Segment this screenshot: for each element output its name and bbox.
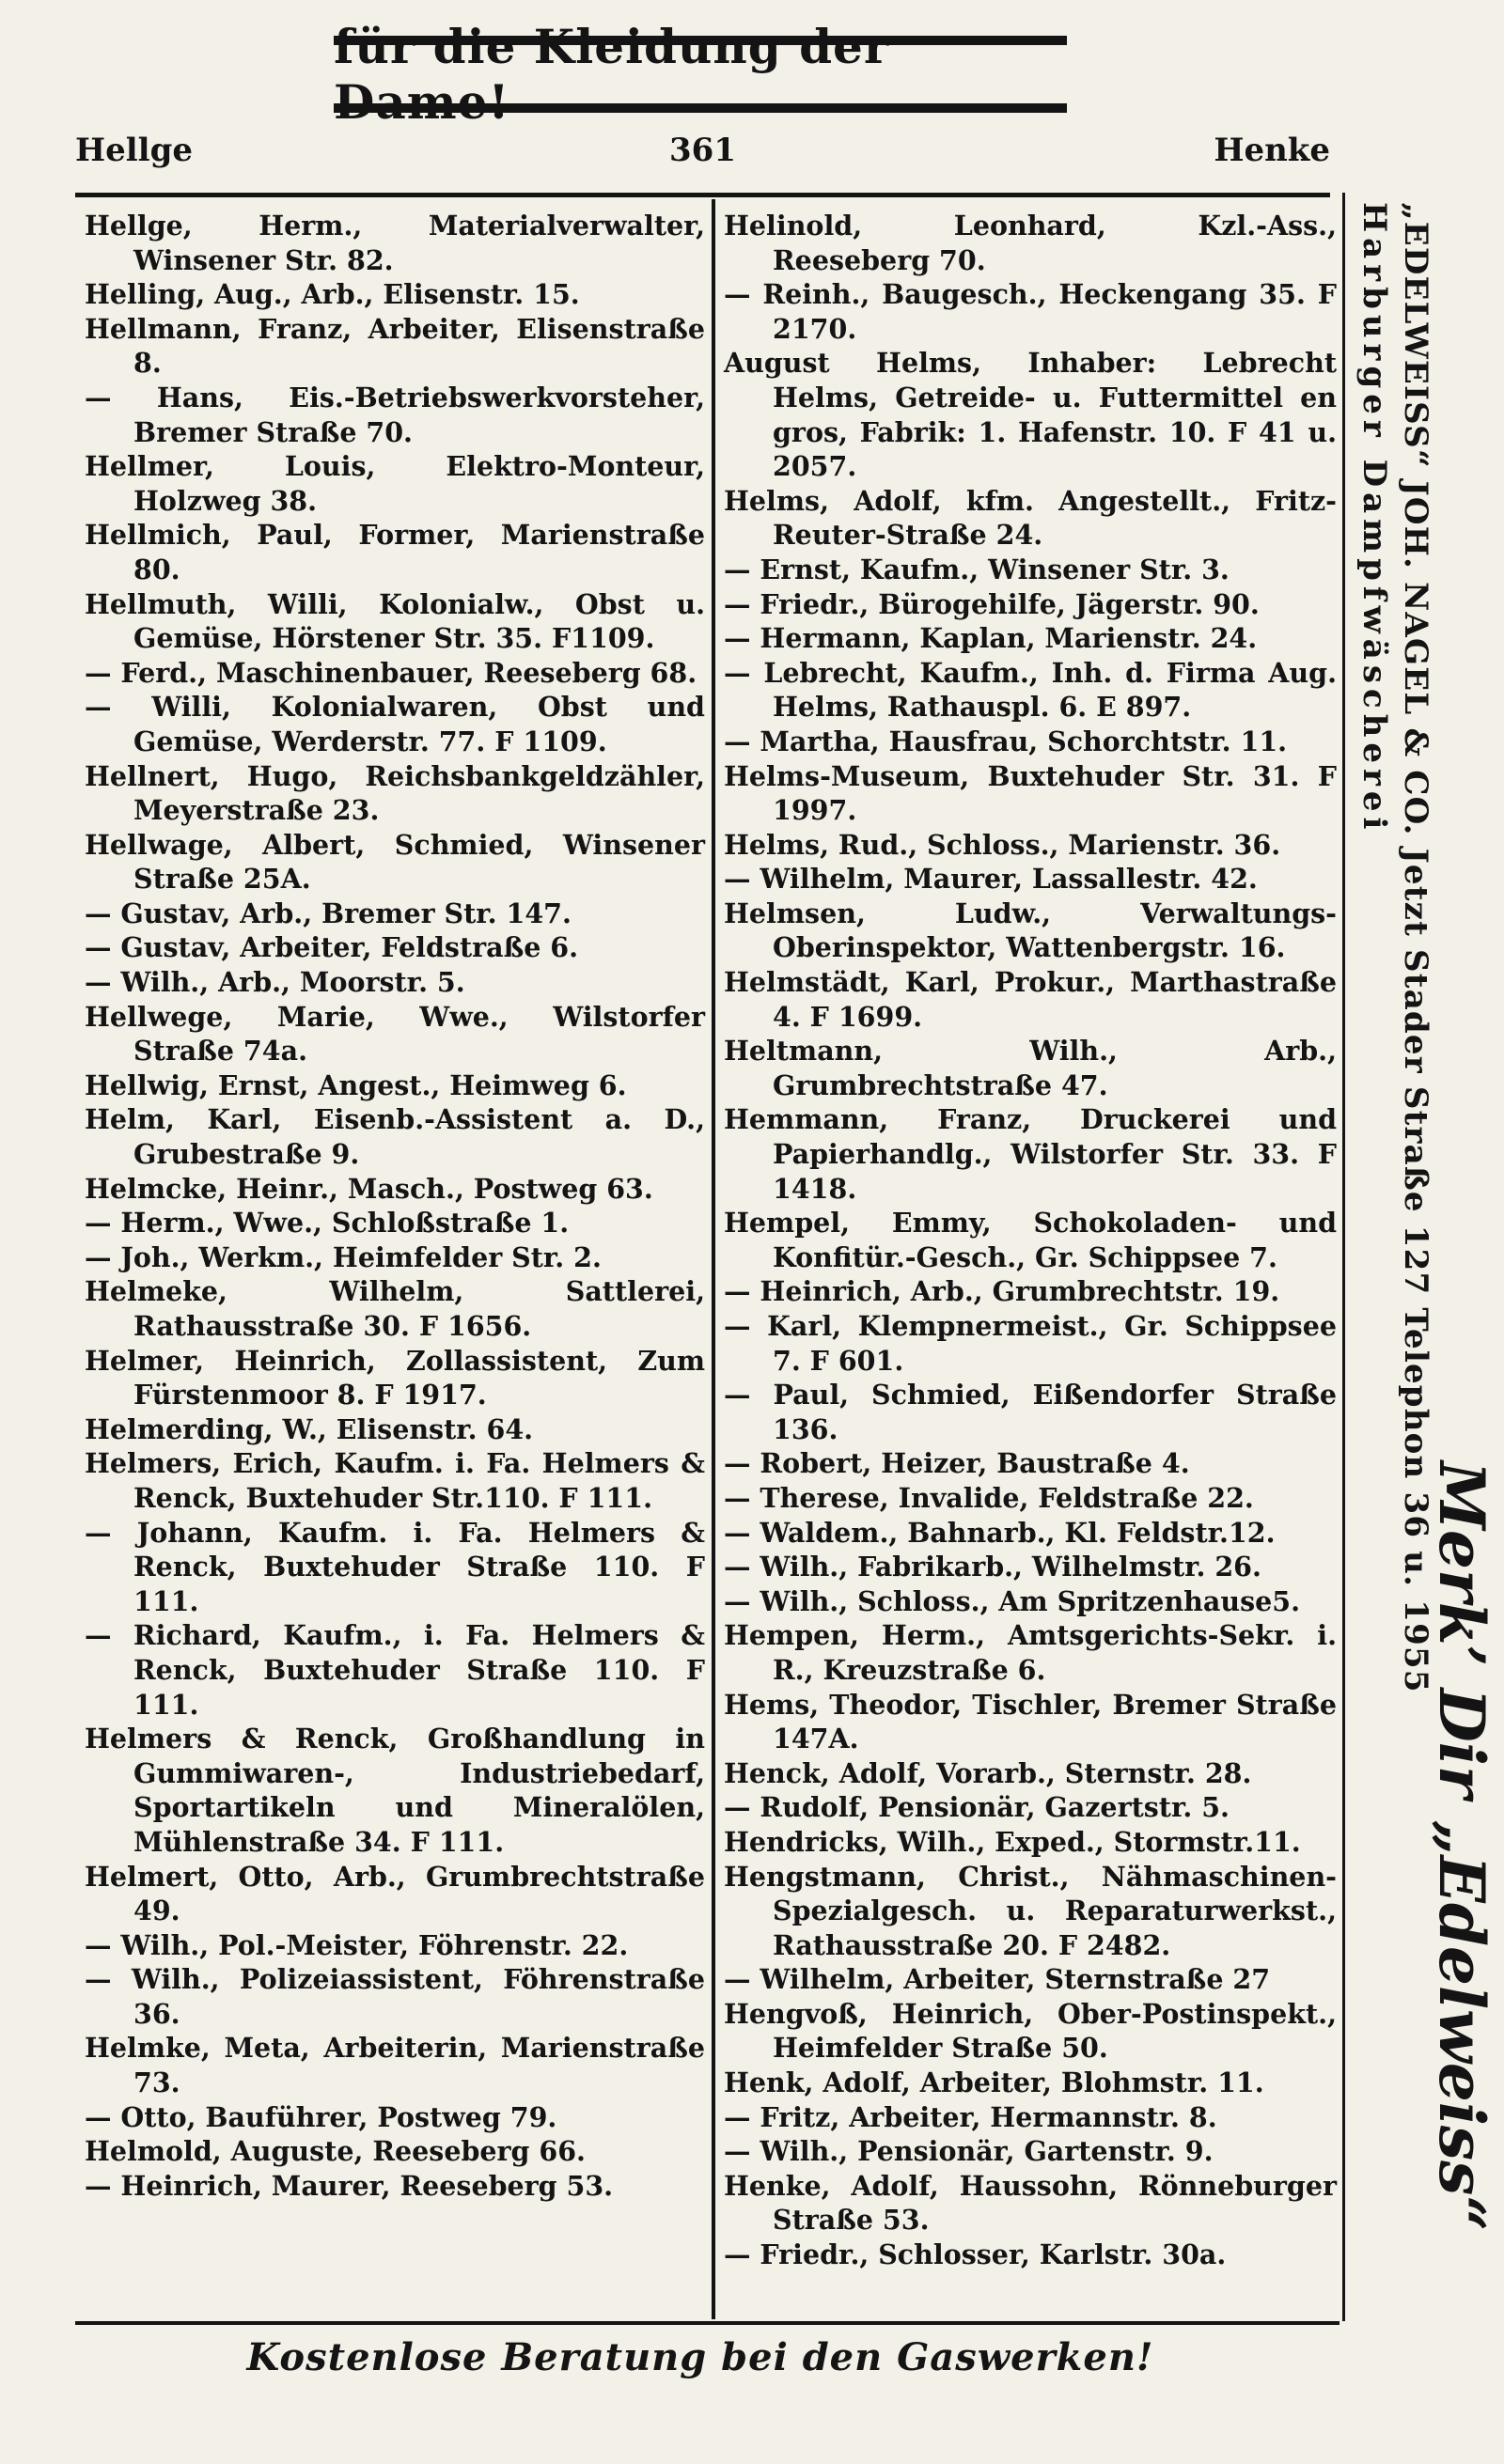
directory-entry: — Karl, Klempnermeist., Gr. Schippsee 7. F 601. xyxy=(724,1310,1337,1377)
directory-entry: Helmeke, Wilhelm, Sattlerei, Rathausstraße 30. F 1656. xyxy=(85,1275,705,1342)
directory-entry: Hellmann, Franz, Arbeiter, Elisenstraße 8. xyxy=(85,312,705,380)
directory-entry: Helmstädt, Karl, Prokur., Marthastraße 4. F 1699. xyxy=(724,966,1337,1033)
directory-entry: — Gustav, Arbeiter, Feldstraße 6. xyxy=(85,931,579,964)
directory-entry: Helmer, Heinrich, Zollassistent, Zum Fürstenmoor 8. F 1917. xyxy=(85,1344,705,1411)
directory-entry: — Reinh., Baugesch., Heckengang 35. F 2170. xyxy=(724,278,1337,345)
directory-entry: — Paul, Schmied, Eißendorfer Straße 136. xyxy=(724,1379,1337,1445)
directory-entry: — Rudolf, Pensionär, Gazertstr. 5. xyxy=(724,1791,1230,1824)
directory-entry: — Hermann, Kaplan, Marienstr. 24. xyxy=(724,622,1258,655)
directory-entry: — Wilh., Schloss., Am Spritzenhause5. xyxy=(724,1584,1301,1617)
directory-entry: — Otto, Bauführer, Postweg 79. xyxy=(85,2100,557,2133)
directory-entry: Heltmann, Wilh., Arb., Grumbrechtstraße 47. xyxy=(724,1035,1337,1101)
directory-entry: — Wilhelm, Maurer, Lassallestr. 42. xyxy=(724,863,1258,896)
directory-entry: Hellmer, Louis, Elektro-Monteur, Holzweg 38. xyxy=(85,450,705,517)
directory-entry: Helmerding, W., Elisenstr. 64. xyxy=(85,1412,534,1445)
directory-entry: — Heinrich, Arb., Grumbrechtstr. 19. xyxy=(724,1275,1280,1308)
footer-advertisement: Kostenlose Beratung bei den Gaswerken! xyxy=(246,2335,1154,2379)
directory-entry: Helmold, Auguste, Reeseberg 66. xyxy=(85,2135,586,2168)
directory-entry: — Ferd., Maschinenbauer, Reeseberg 68. xyxy=(85,656,697,689)
directory-entry: Helmert, Otto, Arb., Grumbrechtstraße 49. xyxy=(85,1860,705,1927)
directory-entry: Hempen, Herm., Amtsgerichts-Sekr. i. R., Kreuzstraße 6. xyxy=(724,1619,1337,1686)
directory-entry: Hellwage, Albert, Schmied, Winsener Straße 25A. xyxy=(85,828,705,896)
directory-entry: — Wilh., Fabrikarb., Wilhelmstr. 26. xyxy=(724,1551,1261,1583)
directory-entry: — Gustav, Arb., Bremer Str. 147. xyxy=(85,897,572,929)
right-column xyxy=(724,209,1337,2272)
directory-entry: Hellge, Herm., Materialverwalter, Winsener Str. 82. xyxy=(85,210,705,276)
directory-entry: Helms-Museum, Buxtehuder Str. 31. F 1997. xyxy=(724,759,1337,827)
directory-entry: — Fritz, Arbeiter, Hermannstr. 8. xyxy=(724,2100,1217,2133)
directory-entry: — Wilh., Arb., Moorstr. 5. xyxy=(85,966,465,999)
directory-entry: — Richard, Kaufm., i. Fa. Helmers & Renck, Buxtehuder Straße 110. F 111. xyxy=(85,1619,705,1721)
directory-entry: Henk, Adolf, Arbeiter, Blohmstr. 11. xyxy=(724,2066,1264,2099)
side-ad-company: Harburger Dampfwäscherei xyxy=(1355,202,1393,835)
header-rule xyxy=(75,193,1330,197)
page-number: 361 xyxy=(669,132,736,169)
directory-entry: Henck, Adolf, Vorarb., Sternstr. 28. xyxy=(724,1756,1252,1789)
directory-entry: August Helms, Inhaber: Lebrecht Helms, Getreide- u. Futtermittel en gros, Fabrik: 1. Hafenstr. 10. F 41 u. 2057. xyxy=(724,347,1337,483)
directory-entry: — Wilh., Polizeiassistent, Föhrenstraße 36. xyxy=(85,1963,705,2030)
directory-entry: Hems, Theodor, Tischler, Bremer Straße 147A. xyxy=(724,1688,1337,1755)
footer-rule xyxy=(75,2321,1340,2325)
directory-entry: — Johann, Kaufm. i. Fa. Helmers & Renck, Buxtehuder Straße 110. F 111. xyxy=(85,1516,705,1617)
directory-entry: Helms, Adolf, kfm. Angestellt., Fritz-Reuter-Straße 24. xyxy=(724,484,1337,552)
side-ad-divider xyxy=(1342,193,1345,2321)
directory-entry: Hengvoß, Heinrich, Ober-Postinspekt., Heimfelder Straße 50. xyxy=(724,1997,1337,2065)
header-first-entry: Hellge xyxy=(75,132,193,169)
directory-entry: Hellmuth, Willi, Kolonialw., Obst u. Gemüse, Hörstener Str. 35. F1109. xyxy=(85,587,705,655)
directory-entry: Hellwig, Ernst, Angest., Heimweg 6. xyxy=(85,1068,627,1101)
directory-entry: Helmcke, Heinr., Masch., Postweg 63. xyxy=(85,1172,653,1205)
directory-entry: Helling, Aug., Arb., Elisenstr. 15. xyxy=(85,278,580,311)
side-ad-slogan: Merk’ Dir „Edelweiss“ xyxy=(1425,1461,1498,2232)
header-last-entry: Henke xyxy=(1214,132,1330,169)
directory-entry: Helm, Karl, Eisenb.-Assistent a. D., Grubestraße 9. xyxy=(85,1103,705,1171)
directory-entry: — Lebrecht, Kaufm., Inh. d. Firma Aug. Helms, Rathauspl. 6. E 897. xyxy=(724,656,1337,724)
directory-entry: — Heinrich, Maurer, Reeseberg 53. xyxy=(85,2169,614,2202)
directory-entry: — Willi, Kolonialwaren, Obst und Gemüse, Werderstr. 77. F 1109. xyxy=(85,691,705,757)
directory-entry: — Herm., Wwe., Schloßstraße 1. xyxy=(85,1207,570,1240)
side-advertisement xyxy=(1346,202,1498,2316)
top-advertisement-banner: für die Kleidung der Dame! xyxy=(334,36,1067,113)
directory-entry: Helmsen, Ludw., Verwaltungs-Oberinspektor, Wattenbergstr. 16. xyxy=(724,897,1337,964)
directory-entry: — Friedr., Bürogehilfe, Jägerstr. 90. xyxy=(724,587,1260,620)
directory-entry: Hellmich, Paul, Former, Marienstraße 80. xyxy=(85,519,705,585)
running-header xyxy=(75,132,1330,188)
directory-entry: — Martha, Hausfrau, Schorchtstr. 11. xyxy=(724,725,1288,757)
directory-entry: — Wilh., Pensionär, Gartenstr. 9. xyxy=(724,2135,1214,2168)
column-divider xyxy=(712,199,715,2319)
directory-entry: Helmke, Meta, Arbeiterin, Marienstraße 73. xyxy=(85,2032,705,2099)
directory-entry: — Hans, Eis.-Betriebswerkvorsteher, Bremer Straße 70. xyxy=(85,381,705,448)
directory-entry: Henke, Adolf, Haussohn, Rönneburger Straße 53. xyxy=(724,2169,1337,2237)
directory-entry: — Therese, Invalide, Feldstraße 22. xyxy=(724,1481,1254,1514)
directory-entry: Helmers, Erich, Kaufm. i. Fa. Helmers & Renck, Buxtehuder Str.110. F 111. xyxy=(85,1447,705,1514)
directory-entry: Helmers & Renck, Großhandlung in Gummiwaren-, Industriebedarf, Sportartikeln und Mineralölen, Mühlenstraße 34. F 111. xyxy=(85,1723,705,1858)
directory-entry: Helms, Rud., Schloss., Marienstr. 36. xyxy=(724,828,1281,861)
directory-entry: — Wilh., Pol.-Meister, Föhrenstr. 22. xyxy=(85,1928,629,1961)
directory-entry: Hellnert, Hugo, Reichsbankgeldzähler, Meyerstraße 23. xyxy=(85,759,705,827)
directory-entry: Hempel, Emmy, Schokoladen- und Konfitür.-Gesch., Gr. Schippsee 7. xyxy=(724,1207,1337,1273)
directory-entry: Hemmann, Franz, Druckerei und Papierhandlg., Wilstorfer Str. 33. F 1418. xyxy=(724,1103,1337,1205)
directory-entry: Hendricks, Wilh., Exped., Stormstr.11. xyxy=(724,1825,1301,1858)
directory-entry: — Wilhelm, Arbeiter, Sternstraße 27 xyxy=(724,1963,1271,1996)
directory-entry: — Waldem., Bahnarb., Kl. Feldstr.12. xyxy=(724,1516,1276,1549)
directory-entry: — Ernst, Kaufm., Winsener Str. 3. xyxy=(724,553,1230,585)
left-column xyxy=(85,209,705,2203)
directory-entry: — Friedr., Schlosser, Karlstr. 30a. xyxy=(724,2238,1227,2271)
directory-entry: — Robert, Heizer, Baustraße 4. xyxy=(724,1447,1190,1480)
directory-entry: Hellwege, Marie, Wwe., Wilstorfer Straße 74a. xyxy=(85,1000,705,1068)
directory-entry: — Joh., Werkm., Heimfelder Str. 2. xyxy=(85,1240,602,1273)
directory-entry: Helinold, Leonhard, Kzl.-Ass., Reeseberg 70. xyxy=(724,210,1337,276)
directory-entry: Hengstmann, Christ., Nähmaschinen-Spezialgesch. u. Reparaturwerkst., Rathausstraße 20. F 2482. xyxy=(724,1860,1337,1961)
side-ad-details: „EDELWEISS“ JOH. NAGEL & CO. Jetzt Stader Straße 127 Telephon 36 u. 1955 xyxy=(1397,202,1434,1693)
